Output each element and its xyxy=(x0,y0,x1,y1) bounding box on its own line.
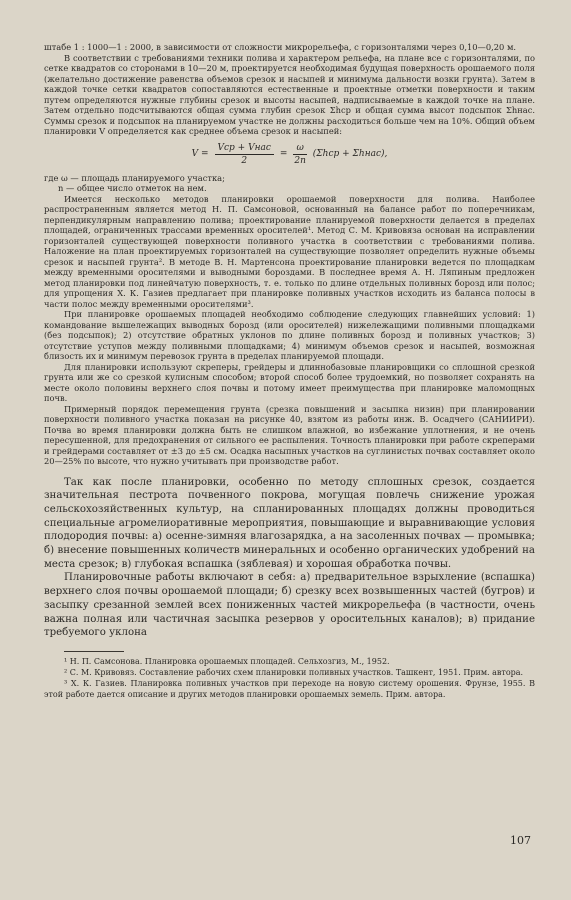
formula-equals: = xyxy=(279,149,288,160)
paragraph: При планировке орошаемых площадей необходимо соблюдение следующих главнейших условий: 1) командование вышележащих выводных борозд (или оросителей) нижележащими поливными площадками (без подсыпок); 2) отсутствие обратных уклонов по длине поливных борозд и поливных участков; 3) отсутствие уступов между поливными площадками; 4) минимум объемов срезок и насыпей, возможная близость их и минимум перевозок грунта в пределах планируемой площади. xyxy=(44,309,535,361)
formula-fraction xyxy=(215,143,274,167)
formula-definitions xyxy=(44,173,535,194)
paragraph: Примерный порядок перемещения грунта (срезка повышений и засыпка низин) при планировании поверхности поливного участка показан на рисунке 40, взятом из работы инж. В. Осадчего (САНИИРИ). Почва во время планировки должна быть не слишком влажной, во избежание уплотнения, и не очень пересушенной, для предохранения от сильного ее распыления. Точность планировки при работе скреперами и грейдерами составляет от ±3 до ±5 см. Осадка насыпных участков на суглинистых почвах составляет около 20—25% по высоте, что нужно учитывать при производстве работ. xyxy=(44,403,535,466)
formula-fraction-2 xyxy=(293,143,306,167)
definition-line: n — общее число отметок на нем. xyxy=(58,183,207,193)
paragraph: Так как после планировки, особенно по методу сплошных срезок, создается значительная пестрота почвенного покрова, могущая повлечь снижение урожая сельскохозяйственных культур, на спланированных площадях должны проводиться специальные агромелиоративные мероприятия, повышающие и выравнивающие условия плодородия почвы: а) осенне-зимняя влагозарядка, а на засоленных почвах — промывка; б) внесение повышенных количеств минеральных и особенно органических удобрений на места срезок; в) глубокая вспашка (зяблевая) и хорошая обработка почвы. xyxy=(44,476,535,570)
fraction-numerator: ω xyxy=(293,143,306,156)
fraction-denominator: 2 xyxy=(241,156,248,166)
footnote-divider xyxy=(64,651,124,652)
footnotes xyxy=(44,657,535,700)
volume-formula xyxy=(44,143,535,167)
definition-line: где ω — площадь планируемого участка; xyxy=(44,172,225,183)
footnote: ² С. М. Кривовяз. Составление рабочих схем планировки поливных участков. Ташкент, 1951. Прим. автора. xyxy=(64,668,524,678)
paragraph: Имеется несколько методов планировки орошаемой поверхности для полива. Наиболее распространенным является метод Н. П. Самсоновой, основанный на балансе работ по поперечникам, перпендикулярным направлению полива; проектирование планируемой поверхности делается в пределах площадей, ограниченных трассами временных оросителей¹. Метод С. М. Кривовяза основан на исправлении горизонталей существующей поверхности поливного участка в соответствии с требованиями полива. Наложение на план проектируемых горизонталей на существующие позволяет определить нужные объемы срезок и насыпей грунта². В методе В. Н. Мартенсона проектирование планировки ведется по площадкам между временными оросителями и выводными бороздами. В последнее время А. Н. Ляпиным предложен метод планировки под линейчатую поверхность, т. е. только по длине отдельных поливных борозд или полос; для упрощения Х. К. Газиев предлагает при планировке поливных участков исходить из баланса полосы в части полос между временными оросителями³. xyxy=(44,193,535,309)
formula-rest: (Σhср + Σhнас), xyxy=(312,149,388,160)
main-text-section xyxy=(44,476,535,640)
footnote: ¹ Н. П. Самсонова. Планировка орошаемых площадей. Сельхозгиз, М., 1952. xyxy=(64,656,390,666)
paragraph: штабе 1 : 1000—1 : 2000, в зависимости от сложности микрорельефа, с горизонталями через 0,10—0,20 м. xyxy=(44,42,517,52)
fraction-numerator: Vср + Vнас xyxy=(215,143,274,156)
formula-lhs: V = xyxy=(191,149,209,160)
page-number: 107 xyxy=(510,834,531,847)
paragraph: Планировочные работы включают в себя: а) предварительное взрыхление (вспашка) верхнего слоя почвы орошаемой площади; б) срезку всех возвышенных частей (бугров) и засыпку срезанной землей всех пониженных частей микрорельефа (в частности, очень важна полная или частичная засыпка резервов у оросительных каналов); в) придание требуемого уклона xyxy=(44,572,535,639)
fraction-denominator: 2n xyxy=(294,156,306,166)
paragraph: Для планировки используют скреперы, грейдеры и длиннобазовые планировщики со сплошной срезкой грунта или же со срезкой кулисным способом; второй способ более трудоемкий, но позволяет сохранять на месте около половины верхнего слоя почвы и потому имеет преимущества при планировке маломощных почв. xyxy=(44,361,535,403)
paragraph: В соответствии с требованиями техники полива и характером рельефа, на плане все с горизонталями, по сетке квадратов со сторонами в 10—20 м, проектируется необходимая будущая поверхность орошаемого поля (желательно достижение равенства объемов срезок и насыпей и минимума дальности возки грунта). Затем в каждой точке сетки квадратов сопоставляются естественные и проектные отметки поверхности и таким путем определяются нужные глубины срезок и высоты насыпей, надписываемые в каждой точке на плане. Затем отдельно подсчитываются общая сумма глубин срезок Σhср и общая сумма высот подсыпок Σhнас. Суммы срезок и подсыпок на планируемом участке не должны расходиться больше чем на 10%. Общий объем планировки V определяется как среднее объема срезок и насыпей: xyxy=(44,52,535,136)
small-print-section xyxy=(44,42,535,467)
footnote: ³ Х. К. Газиев. Планировка поливных участков при переходе на новую систему орошения. Фрунзе, 1955. В этой работе дается описание и других методов планировки орошаемых земель. Прим. автора. xyxy=(44,679,535,699)
